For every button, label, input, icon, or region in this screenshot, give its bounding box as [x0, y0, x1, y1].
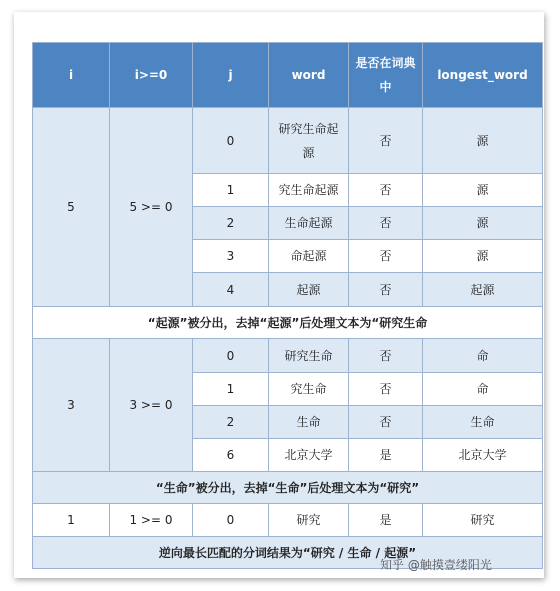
cell-longest: 命	[423, 339, 543, 373]
cell-in-dict: 否	[349, 273, 423, 307]
cell-longest: 研究	[423, 504, 543, 537]
cell-j: 2	[193, 406, 269, 439]
cell-j: 1	[193, 373, 269, 406]
header-in-dict: 是否在词典中	[349, 43, 423, 108]
cell-word: 研究	[269, 504, 349, 537]
cell-word: 研究生命	[269, 339, 349, 373]
cell-i: 1	[33, 504, 110, 537]
cell-in-dict: 否	[349, 174, 423, 207]
group-note: “生命”被分出，去掉“生命”后处理文本为“研究”	[33, 472, 543, 504]
cell-longest: 源	[423, 240, 543, 273]
cell-word: 研究生命起源	[269, 108, 349, 174]
cell-j: 0	[193, 339, 269, 373]
watermark: 知乎 @触摸壹缕阳光	[380, 558, 492, 572]
table-row	[33, 108, 543, 174]
cell-condition: 3 >= 0	[110, 339, 193, 472]
cell-in-dict: 否	[349, 207, 423, 240]
note-row	[33, 307, 543, 339]
cell-word: 究生命	[269, 373, 349, 406]
cell-longest: 北京大学	[423, 439, 543, 472]
header-word: word	[269, 43, 349, 108]
cell-longest: 源	[423, 207, 543, 240]
cell-word: 北京大学	[269, 439, 349, 472]
cell-word: 生命	[269, 406, 349, 439]
cell-in-dict: 否	[349, 406, 423, 439]
cell-i: 5	[33, 108, 110, 307]
cell-in-dict: 否	[349, 240, 423, 273]
header-i: i	[33, 43, 110, 108]
table-row	[33, 504, 543, 537]
cell-j: 0	[193, 108, 269, 174]
cell-longest: 源	[423, 174, 543, 207]
cell-in-dict: 是	[349, 439, 423, 472]
cell-in-dict: 是	[349, 504, 423, 537]
cell-in-dict: 否	[349, 108, 423, 174]
cell-word: 命起源	[269, 240, 349, 273]
cell-in-dict: 否	[349, 373, 423, 406]
cell-condition: 1 >= 0	[110, 504, 193, 537]
result-note: 逆向最长匹配的分词结果为“研究 / 生命 / 起源”	[33, 537, 543, 569]
cell-i: 3	[33, 339, 110, 472]
cell-in-dict: 否	[349, 339, 423, 373]
segmentation-table	[32, 42, 543, 569]
cell-condition: 5 >= 0	[110, 108, 193, 307]
group-note: “起源”被分出，去掉“起源”后处理文本为“研究生命	[33, 307, 543, 339]
cell-j: 2	[193, 207, 269, 240]
cell-j: 1	[193, 174, 269, 207]
cell-j: 0	[193, 504, 269, 537]
table-frame	[14, 12, 544, 578]
cell-longest: 生命	[423, 406, 543, 439]
cell-j: 3	[193, 240, 269, 273]
cell-longest: 命	[423, 373, 543, 406]
cell-word: 起源	[269, 273, 349, 307]
note-row	[33, 472, 543, 504]
cell-longest: 源	[423, 108, 543, 174]
cell-word: 生命起源	[269, 207, 349, 240]
cell-j: 4	[193, 273, 269, 307]
cell-longest: 起源	[423, 273, 543, 307]
header-row	[33, 43, 543, 108]
cell-j: 6	[193, 439, 269, 472]
table-row	[33, 339, 543, 373]
header-longest-word: longest_word	[423, 43, 543, 108]
header-condition: i>=0	[110, 43, 193, 108]
cell-word: 究生命起源	[269, 174, 349, 207]
header-j: j	[193, 43, 269, 108]
